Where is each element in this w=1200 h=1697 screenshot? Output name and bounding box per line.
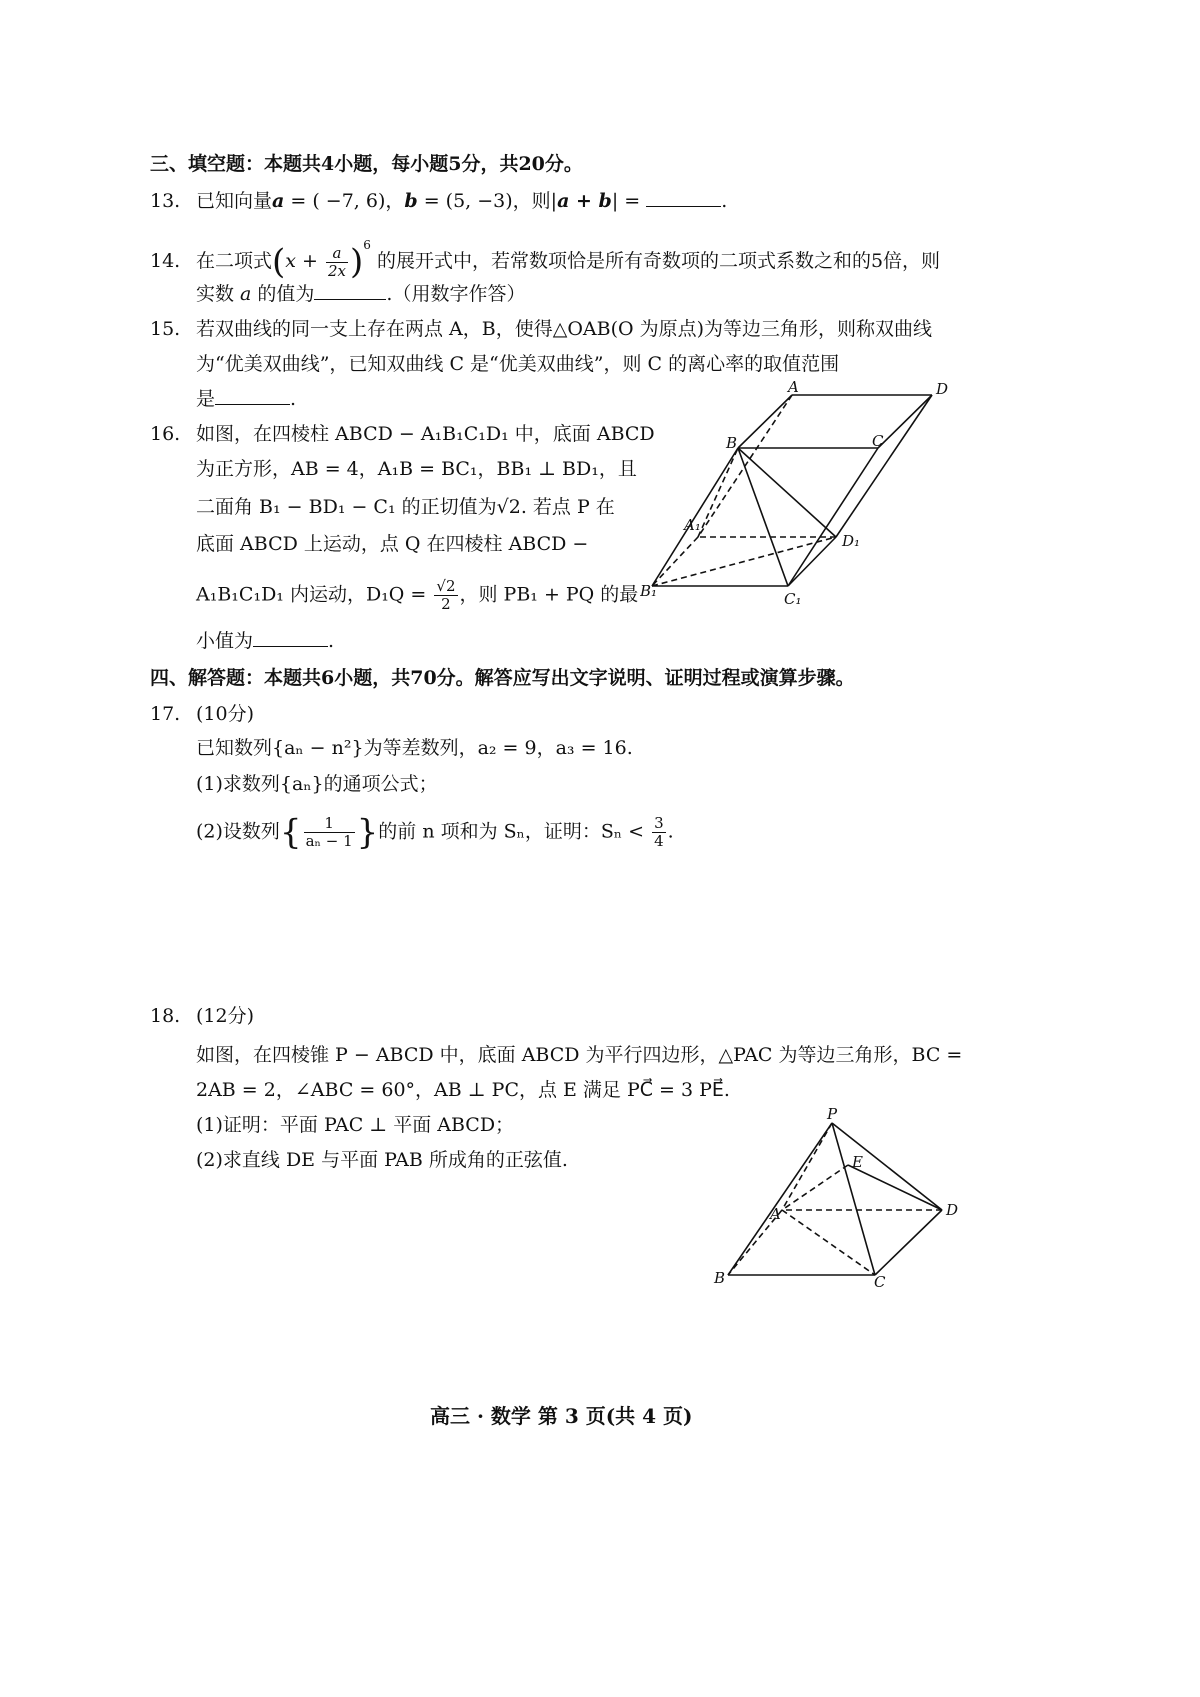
question-18-line2: 2AB = 2，∠ABC = 60°，AB ⊥ PC，点 E 满足 PC⃗ = 3 PE⃗.: [196, 1079, 730, 1101]
answer-blank: [314, 281, 386, 300]
label-A1: A₁: [684, 516, 701, 534]
prism-figure: [640, 380, 960, 610]
question-17-part2: (2)设数列{ $\frac{1}{\text{aₙ − 1}}$ }的前 n 项和为 Sₙ，证明：Sₙ < $\frac{3}{4}$ .: [196, 812, 674, 853]
answer-blank: [215, 386, 290, 405]
question-17-line1: 已知数列{aₙ − n²}为等差数列，a₂ = 9，a₃ = 16.: [196, 737, 633, 759]
question-number: 16.: [150, 423, 181, 445]
label-D: D: [936, 380, 949, 398]
question-15-line2: 为“优美双曲线”，已知双曲线 C 是“优美双曲线”，则 C 的离心率的取值范围: [196, 353, 840, 375]
label-P: P: [827, 1105, 838, 1123]
question-16-line2: 为正方形，AB = 4，A₁B = BC₁，BB₁ ⊥ BD₁，且: [196, 458, 637, 480]
question-16-line3: 二面角 B₁ − BD₁ − C₁ 的正切值为√2. 若点 P 在: [196, 496, 615, 518]
question-number: 13.: [150, 190, 181, 212]
answer-blank: [646, 188, 721, 207]
question-number: 15.: [150, 318, 181, 340]
question-13: 13. 已知向量a = ( −7, 6)，b = (5, −3)，则|a + b| = .: [150, 190, 728, 212]
question-15-line3: 是 .: [196, 388, 297, 410]
label-A: A: [770, 1205, 781, 1223]
label-B1: B₁: [640, 582, 658, 600]
question-16-line4: 底面 ABCD 上运动，点 Q 在四棱柱 ABCD −: [196, 533, 589, 555]
question-14: 14. 在二项式(x + $\frac{a}{2x}$ )$^6$ 的展开式中，若常数项恰是所有奇数项的二项式系数之和的5倍，则: [150, 238, 941, 282]
question-18: 18. (12分): [150, 1005, 255, 1027]
label-C1: C₁: [784, 590, 802, 608]
label-E: E: [852, 1153, 863, 1171]
section3-title: 三、填空题：本题共4小题，每小题5分，共20分。: [150, 153, 583, 175]
label-B: B: [726, 434, 738, 452]
question-14-line2: 实数 a 的值为 .（用数字作答）: [196, 283, 526, 305]
label-C: C: [872, 432, 884, 450]
question-number: 17.: [150, 703, 181, 725]
question-18-line1: 如图，在四棱锥 P − ABCD 中，底面 ABCD 为平行四边形，△PAC 为等边三角形，BC =: [196, 1044, 963, 1066]
pyramid-figure: [710, 1105, 970, 1290]
label-B: B: [714, 1269, 726, 1287]
question-16-line5: A₁B₁C₁D₁ 内运动，D₁Q = $\frac{√2}{2}$ ，则 PB₁ + PQ 的最: [196, 577, 639, 613]
question-17-part1: (1)求数列{aₙ}的通项公式；: [196, 773, 438, 795]
question-16-line6: 小值为 .: [196, 630, 335, 652]
question-18-part2: (2)求直线 DE 与平面 PAB 所成角的正弦值.: [196, 1149, 568, 1171]
label-D1: D₁: [842, 532, 861, 550]
question-15: 15. 若双曲线的同一支上存在两点 A，B，使得△OAB(O 为原点)为等边三角形，则称双曲线: [150, 318, 933, 340]
page-footer: 高三 · 数学 第 3 页(共 4 页): [430, 1404, 693, 1428]
label-D: D: [946, 1201, 959, 1219]
label-A: A: [788, 380, 799, 396]
question-number: 14.: [150, 250, 181, 272]
question-number: 18.: [150, 1005, 181, 1027]
question-18-part1: (1)证明：平面 PAC ⊥ 平面 ABCD；: [196, 1114, 515, 1136]
question-16: 16. 如图，在四棱柱 ABCD − A₁B₁C₁D₁ 中，底面 ABCD: [150, 423, 655, 445]
section4-title: 四、解答题：本题共6小题，共70分。解答应写出文字说明、证明过程或演算步骤。: [150, 667, 855, 689]
answer-blank: [253, 628, 328, 647]
question-17: 17. (10分): [150, 703, 255, 725]
label-C: C: [874, 1273, 886, 1290]
